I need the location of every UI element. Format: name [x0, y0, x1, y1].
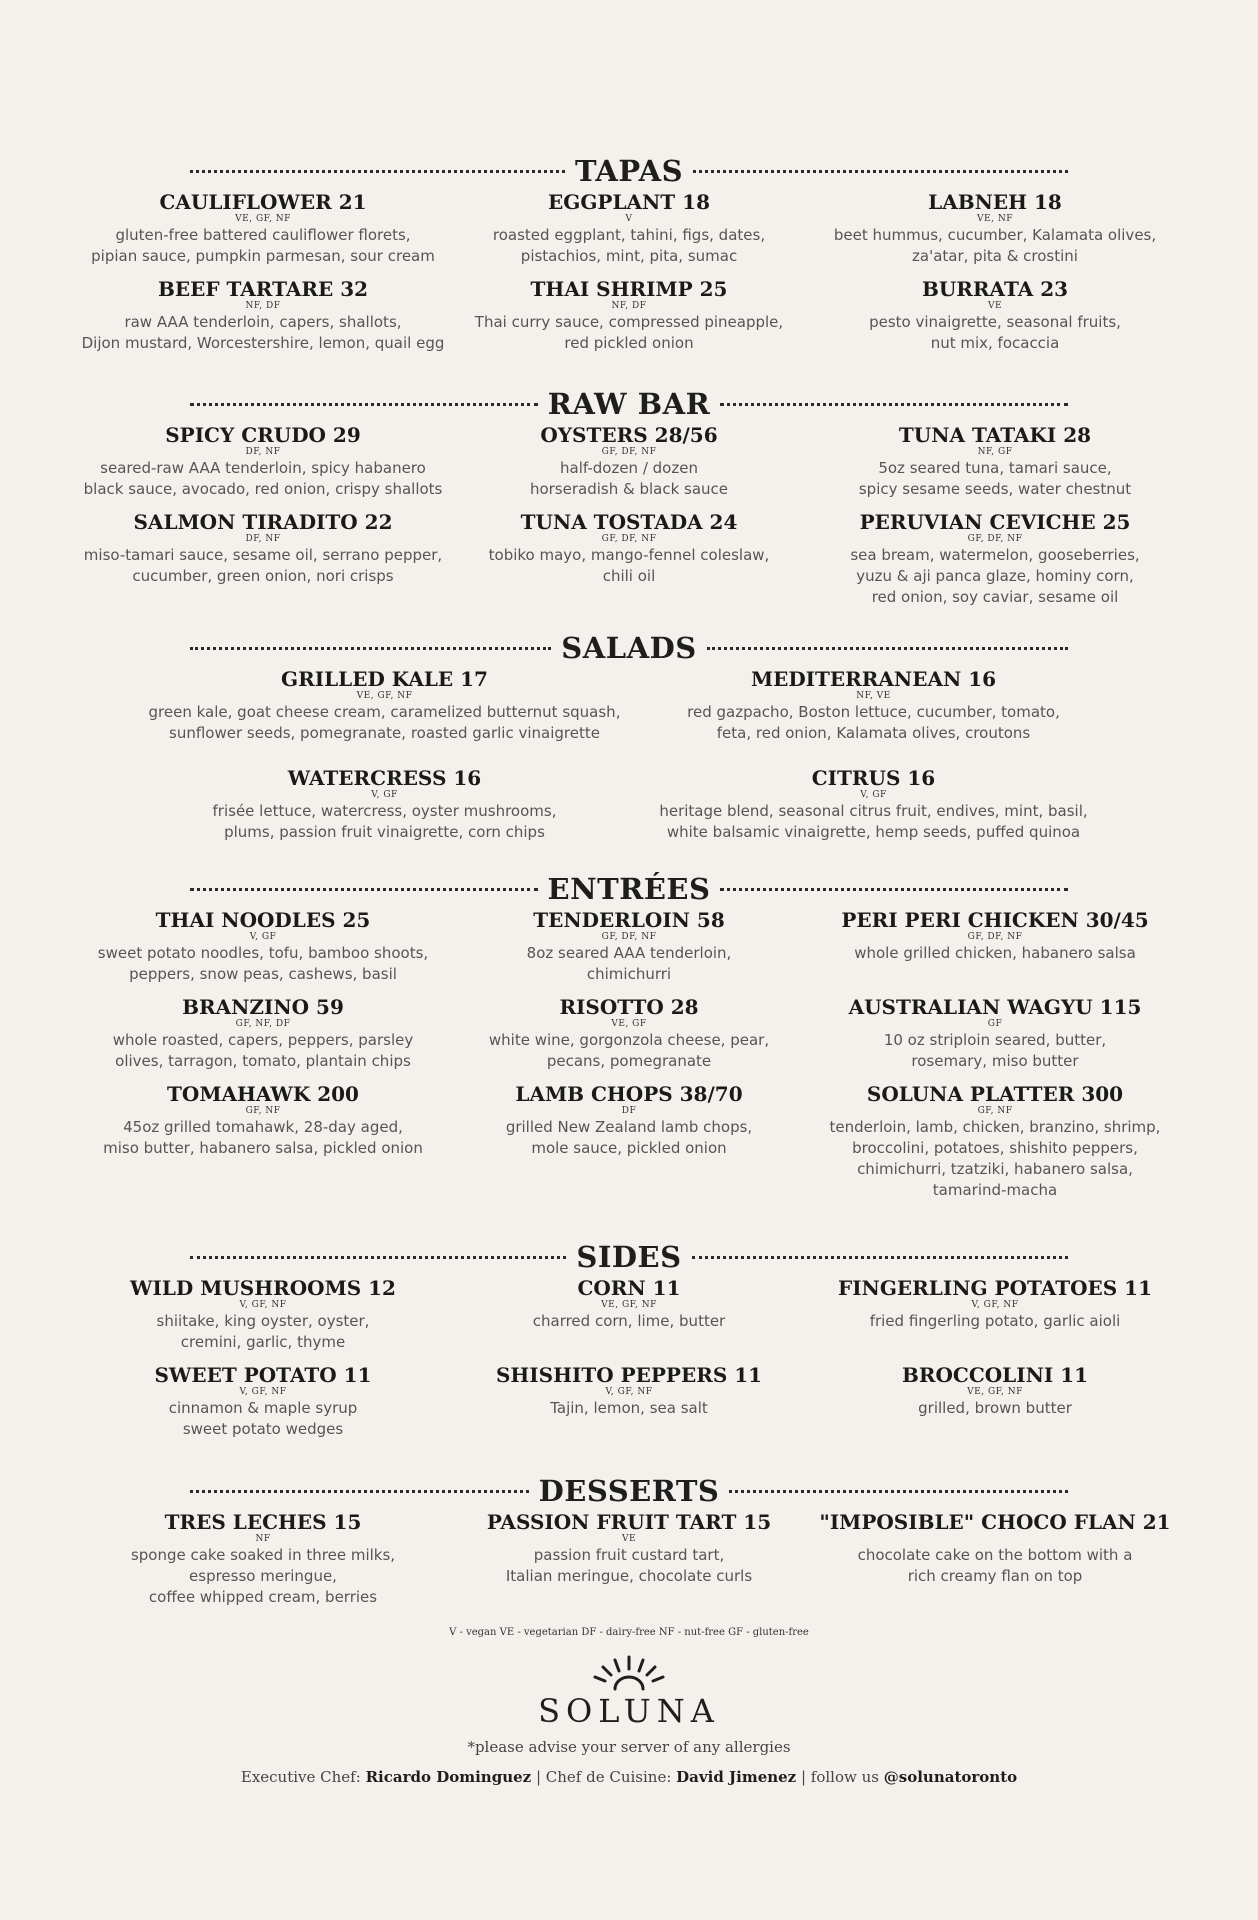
item-tags: GF, DF, NF [601, 932, 657, 942]
item-name: PERUVIAN CEVICHE 25 [859, 510, 1131, 534]
divider [729, 1490, 1068, 1493]
item-tags: GF, NF, DF [235, 1019, 291, 1029]
desc-line: shiitake, king oyster, oyster, [156, 1312, 370, 1330]
desc-line: heritage blend, seasonal citrus fruit, endives, mint, basil, [659, 802, 1088, 820]
item-desc [80, 545, 446, 587]
section-title: TAPAS [574, 154, 684, 188]
divider [190, 1256, 566, 1259]
item-tags: VE, GF, NF [967, 1387, 1023, 1397]
item-desc [446, 1117, 812, 1159]
item-name: SHISHITO PEPPERS 11 [495, 1363, 763, 1387]
desc-line: sea bream, watermelon, gooseberries, [850, 546, 1140, 564]
desc-line: pecans, pomegranate [546, 1052, 712, 1070]
menu-item [446, 1510, 812, 1608]
item-desc [140, 801, 629, 843]
desc-line: sweet potato noodles, tofu, bamboo shoots, [97, 944, 429, 962]
desc-line: sponge cake soaked in three milks, [130, 1546, 396, 1564]
section-header [80, 629, 1178, 667]
item-desc [812, 312, 1178, 354]
section-title: ENTRÉES [547, 872, 711, 906]
section-entrees [80, 870, 1178, 1211]
item-desc [446, 225, 812, 267]
desc-line: spicy sesame seeds, water chestnut [858, 480, 1132, 498]
item-name: CITRUS 16 [811, 766, 936, 790]
item-name: LAMB CHOPS 38/70 [515, 1082, 743, 1106]
section-header [80, 152, 1178, 190]
divider [190, 403, 538, 406]
item-tags: VE, GF [611, 1019, 647, 1029]
item-tags: V, GF, NF [239, 1387, 287, 1397]
item-desc [80, 458, 446, 500]
divider [190, 888, 538, 891]
item-desc [812, 458, 1178, 500]
section-header [80, 385, 1178, 423]
item-desc [812, 1117, 1178, 1201]
exec-chef-name: Ricardo Dominguez [365, 1768, 532, 1786]
desc-line: plums, passion fruit vinaigrette, corn chips [224, 823, 545, 841]
item-tags: GF, DF, NF [601, 447, 657, 457]
menu-item [812, 423, 1178, 500]
desc-line: charred corn, lime, butter [532, 1312, 726, 1330]
menu-item [812, 1082, 1178, 1201]
desc-line: fried fingerling potato, garlic aioli [869, 1312, 1121, 1330]
menu-item [812, 510, 1178, 608]
desc-line: chimichurri [586, 965, 672, 983]
section-header [80, 1238, 1178, 1276]
desc-line: red onion, soy caviar, sesame oil [871, 588, 1119, 606]
desc-line: peppers, snow peas, cashews, basil [129, 965, 397, 983]
desc-line: coffee whipped cream, berries [148, 1588, 378, 1606]
item-name: BRANZINO 59 [182, 995, 344, 1019]
item-tags: NF [255, 1534, 271, 1544]
desc-line: yuzu & aji panca glaze, hominy corn, [856, 567, 1134, 585]
menu-item [446, 908, 812, 985]
desc-line: passion fruit custard tart, [533, 1546, 725, 1564]
item-tags: GF, NF [977, 1106, 1013, 1116]
desc-line: chimichurri, tzatziki, habanero salsa, [857, 1160, 1133, 1178]
items-grid [80, 1510, 1178, 1618]
desc-line: sweet potato wedges [182, 1420, 344, 1438]
menu-item [446, 1082, 812, 1201]
item-tags: VE [987, 301, 1003, 311]
item-desc [446, 312, 812, 354]
desc-line: espresso meringue, [189, 1567, 337, 1585]
item-tags: V, GF [371, 790, 398, 800]
desc-line: roasted eggplant, tahini, figs, dates, [492, 226, 766, 244]
item-tags: VE [621, 1534, 637, 1544]
section-salads [80, 629, 1178, 853]
chef-credits [0, 1768, 1258, 1786]
section-title: SIDES [576, 1240, 682, 1274]
menu-item [446, 995, 812, 1072]
desc-line: miso butter, habanero salsa, pickled onion [103, 1139, 423, 1157]
desc-line: grilled, brown butter [918, 1399, 1072, 1417]
item-name: TRES LECHES 15 [164, 1510, 362, 1534]
desc-line: black sauce, avocado, red onion, crispy shallots [83, 480, 443, 498]
item-desc [80, 1117, 446, 1159]
desc-line: beet hummus, cucumber, Kalamata olives, [833, 226, 1157, 244]
item-name: CORN 11 [577, 1276, 681, 1300]
item-name: SALMON TIRADITO 22 [133, 510, 393, 534]
desc-line: 8oz seared AAA tenderloin, [526, 944, 732, 962]
menu-item [80, 510, 446, 608]
desc-line: 5oz seared tuna, tamari sauce, [878, 459, 1112, 477]
desc-line: tobiko mayo, mango-fennel coleslaw, [488, 546, 770, 564]
item-name: "IMPOSIBLE" CHOCO FLAN 21 [819, 1510, 1171, 1534]
section-title: SALADS [561, 631, 697, 665]
item-tags: V [625, 214, 633, 224]
desc-line: broccolini, potatoes, shishito peppers, [852, 1139, 1138, 1157]
items-grid [80, 1276, 1178, 1450]
menu-item [812, 1510, 1178, 1608]
items-grid [80, 667, 1178, 853]
item-name: TUNA TOSTADA 24 [520, 510, 738, 534]
divider [720, 403, 1068, 406]
item-desc [812, 1398, 1178, 1419]
item-name: PERI PERI CHICKEN 30/45 [841, 908, 1149, 932]
menu-item [80, 1276, 446, 1353]
desc-line: chili oil [602, 567, 656, 585]
item-tags: GF [987, 1019, 1003, 1029]
desc-line: cucumber, green onion, nori crisps [132, 567, 394, 585]
item-name: WILD MUSHROOMS 12 [130, 1276, 396, 1300]
item-tags: GF, DF, NF [967, 534, 1023, 544]
divider [707, 647, 1068, 650]
desc-line: za'atar, pita & crostini [912, 247, 1078, 265]
menu-item [446, 423, 812, 500]
item-desc [629, 702, 1118, 744]
item-desc [80, 1311, 446, 1353]
item-name: GRILLED KALE 17 [281, 667, 488, 691]
menu-item [446, 1363, 812, 1440]
menu-item [80, 277, 446, 354]
item-tags: V, GF, NF [605, 1387, 653, 1397]
item-name: BURRATA 23 [921, 277, 1069, 301]
item-name: SOLUNA PLATTER 300 [866, 1082, 1124, 1106]
desc-line: red pickled onion [564, 334, 694, 352]
item-tags: GF, DF, NF [601, 534, 657, 544]
item-desc [80, 225, 446, 267]
desc-line: mole sauce, pickled onion [531, 1139, 727, 1157]
desc-line: half-dozen / dozen [560, 459, 698, 477]
items-grid [80, 908, 1178, 1211]
section-title: RAW BAR [547, 387, 711, 421]
desc-line: gluten-free battered cauliflower florets, [115, 226, 411, 244]
divider [190, 647, 551, 650]
item-tags: VE, GF, NF [601, 1300, 657, 1310]
item-name: SWEET POTATO 11 [154, 1363, 372, 1387]
item-desc [80, 1398, 446, 1440]
item-tags: NF, GF [977, 447, 1013, 457]
desc-line: sunflower seeds, pomegranate, roasted garlic vinaigrette [169, 724, 600, 742]
item-name: EGGPLANT 18 [548, 190, 710, 214]
item-tags: GF, NF [245, 1106, 281, 1116]
item-name: FINGERLING POTATOES 11 [838, 1276, 1152, 1300]
menu-item [629, 766, 1118, 843]
desc-line: chocolate cake on the bottom with a [857, 1546, 1133, 1564]
divider [190, 1490, 529, 1493]
desc-line: green kale, goat cheese cream, caramelized butternut squash, [148, 703, 621, 721]
item-name: OYSTERS 28/56 [540, 423, 718, 447]
item-tags: V, GF, NF [239, 1300, 287, 1310]
follow-label: | follow us [800, 1768, 879, 1786]
item-desc [812, 943, 1178, 964]
menu-item [446, 190, 812, 267]
menu-item [629, 667, 1118, 744]
dietary-legend: V - vegan VE - vegetarian DF - dairy-free NF - nut-free GF - gluten-free [449, 1627, 809, 1638]
desc-line: rich creamy flan on top [907, 1567, 1083, 1585]
desc-line: whole roasted, capers, peppers, parsley [112, 1031, 414, 1049]
brand-wordmark: SOLUNA [538, 1692, 720, 1730]
menu-item [80, 1082, 446, 1201]
menu-item [812, 277, 1178, 354]
item-name: TENDERLOIN 58 [533, 908, 725, 932]
divider [190, 170, 565, 173]
item-name: WATERCRESS 16 [287, 766, 482, 790]
item-name: CAULIFLOWER 21 [159, 190, 367, 214]
item-tags: NF, DF [611, 301, 647, 311]
item-tags: V, GF [860, 790, 887, 800]
chef-de-cuisine-name: David Jimenez [676, 1768, 797, 1786]
item-desc [80, 1030, 446, 1072]
desc-line: cremini, garlic, thyme [180, 1333, 346, 1351]
desc-line: tamarind-macha [932, 1181, 1058, 1199]
section-tapas [80, 152, 1178, 364]
item-tags: V, GF [249, 932, 277, 942]
item-desc [140, 702, 629, 744]
divider [720, 888, 1068, 891]
menu-item [80, 995, 446, 1072]
desc-line: tenderloin, lamb, chicken, branzino, shrimp, [829, 1118, 1161, 1136]
desc-line: white balsamic vinaigrette, hemp seeds, puffed quinoa [666, 823, 1081, 841]
item-tags: DF, NF [245, 447, 281, 457]
item-desc [446, 943, 812, 985]
menu-item [80, 1363, 446, 1440]
desc-line: horseradish & black sauce [529, 480, 729, 498]
item-tags: DF, NF [245, 534, 281, 544]
desc-line: feta, red onion, Kalamata olives, croutons [716, 724, 1031, 742]
section-sides [80, 1238, 1178, 1450]
item-desc [446, 1311, 812, 1332]
item-name: MEDITERRANEAN 16 [750, 667, 997, 691]
item-name: BROCCOLINI 11 [901, 1363, 1089, 1387]
item-desc [446, 545, 812, 587]
item-tags [812, 1534, 1178, 1545]
menu-item [812, 1276, 1178, 1353]
divider [693, 170, 1068, 173]
item-desc [80, 1545, 446, 1608]
desc-line: pistachios, mint, pita, sumac [520, 247, 738, 265]
allergy-note: *please advise your server of any allergies [467, 1738, 791, 1756]
menu-item [812, 908, 1178, 985]
menu-item [446, 277, 812, 354]
desc-line: rosemary, miso butter [911, 1052, 1079, 1070]
item-name: TUNA TATAKI 28 [898, 423, 1092, 447]
desc-line: whole grilled chicken, habanero salsa [854, 944, 1136, 962]
item-desc [812, 1030, 1178, 1072]
menu-item [80, 423, 446, 500]
section-header [80, 870, 1178, 908]
item-name: TOMAHAWK 200 [167, 1082, 359, 1106]
item-name: AUSTRALIAN WAGYU 115 [848, 995, 1142, 1019]
desc-line: Thai curry sauce, compressed pineapple, [474, 313, 784, 331]
desc-line: 45oz grilled tomahawk, 28-day aged, [123, 1118, 403, 1136]
item-tags: VE, NF [977, 214, 1013, 224]
section-header [80, 1472, 1178, 1510]
item-desc [812, 1311, 1178, 1332]
item-tags: NF, VE [856, 691, 891, 701]
item-name: SPICY CRUDO 29 [165, 423, 361, 447]
desc-line: olives, tarragon, tomato, plantain chips [115, 1052, 411, 1070]
menu-item [80, 190, 446, 267]
item-desc [446, 1030, 812, 1072]
item-tags: GF, DF, NF [967, 932, 1023, 942]
item-tags: VE, GF, NF [235, 214, 291, 224]
desc-line: Dijon mustard, Worcestershire, lemon, quail egg [81, 334, 445, 352]
menu-item [80, 1510, 446, 1608]
exec-chef-label: Executive Chef: [240, 1768, 361, 1786]
section-title: DESSERTS [538, 1474, 720, 1508]
menu-item [446, 1276, 812, 1353]
section-desserts [80, 1472, 1178, 1618]
items-grid [80, 190, 1178, 364]
desc-line: seared-raw AAA tenderloin, spicy habanero [100, 459, 426, 477]
desc-line: Tajin, lemon, sea salt [550, 1399, 708, 1417]
item-tags: V, GF, NF [971, 1300, 1019, 1310]
menu-item [80, 908, 446, 985]
item-tags: DF [621, 1106, 637, 1116]
item-tags: NF, DF [245, 301, 281, 311]
section-raw-bar [80, 385, 1178, 618]
item-desc [446, 458, 812, 500]
item-tags: VE, GF, NF [356, 691, 413, 701]
item-desc [80, 943, 446, 985]
item-desc [812, 545, 1178, 608]
divider [692, 1256, 1068, 1259]
desc-line: pipian sauce, pumpkin parmesan, sour cream [91, 247, 435, 265]
desc-line: nut mix, focaccia [930, 334, 1060, 352]
item-name: THAI NOODLES 25 [155, 908, 371, 932]
menu-item [140, 667, 629, 744]
desc-line: pesto vinaigrette, seasonal fruits, [869, 313, 1121, 331]
menu-item [812, 190, 1178, 267]
item-desc [446, 1398, 812, 1419]
items-grid [80, 423, 1178, 618]
desc-line: grilled New Zealand lamb chops, [505, 1118, 753, 1136]
item-name: RISOTTO 28 [559, 995, 699, 1019]
menu-item [140, 766, 629, 843]
item-desc [629, 801, 1118, 843]
desc-line: raw AAA tenderloin, capers, shallots, [124, 313, 402, 331]
item-name: PASSION FRUIT TART 15 [486, 1510, 772, 1534]
item-name: BEEF TARTARE 32 [157, 277, 369, 301]
item-desc [812, 225, 1178, 267]
desc-line: frisée lettuce, watercress, oyster mushrooms, [212, 802, 557, 820]
menu-item [812, 995, 1178, 1072]
desc-line: red gazpacho, Boston lettuce, cucumber, tomato, [687, 703, 1060, 721]
chef-de-cuisine-label: | Chef de Cuisine: [535, 1768, 672, 1786]
menu-item [446, 510, 812, 608]
menu-item [812, 1363, 1178, 1440]
item-desc [80, 312, 446, 354]
item-desc [446, 1545, 812, 1587]
desc-line: cinnamon & maple syrup [168, 1399, 358, 1417]
desc-line: white wine, gorgonzola cheese, pear, [488, 1031, 770, 1049]
desc-line: miso-tamari sauce, sesame oil, serrano pepper, [83, 546, 443, 564]
desc-line: 10 oz striploin seared, butter, [883, 1031, 1107, 1049]
item-name: THAI SHRIMP 25 [530, 277, 728, 301]
item-desc [812, 1545, 1178, 1587]
social-handle: @solunatoronto [883, 1768, 1018, 1786]
item-name: LABNEH 18 [928, 190, 1062, 214]
desc-line: Italian meringue, chocolate curls [505, 1567, 753, 1585]
